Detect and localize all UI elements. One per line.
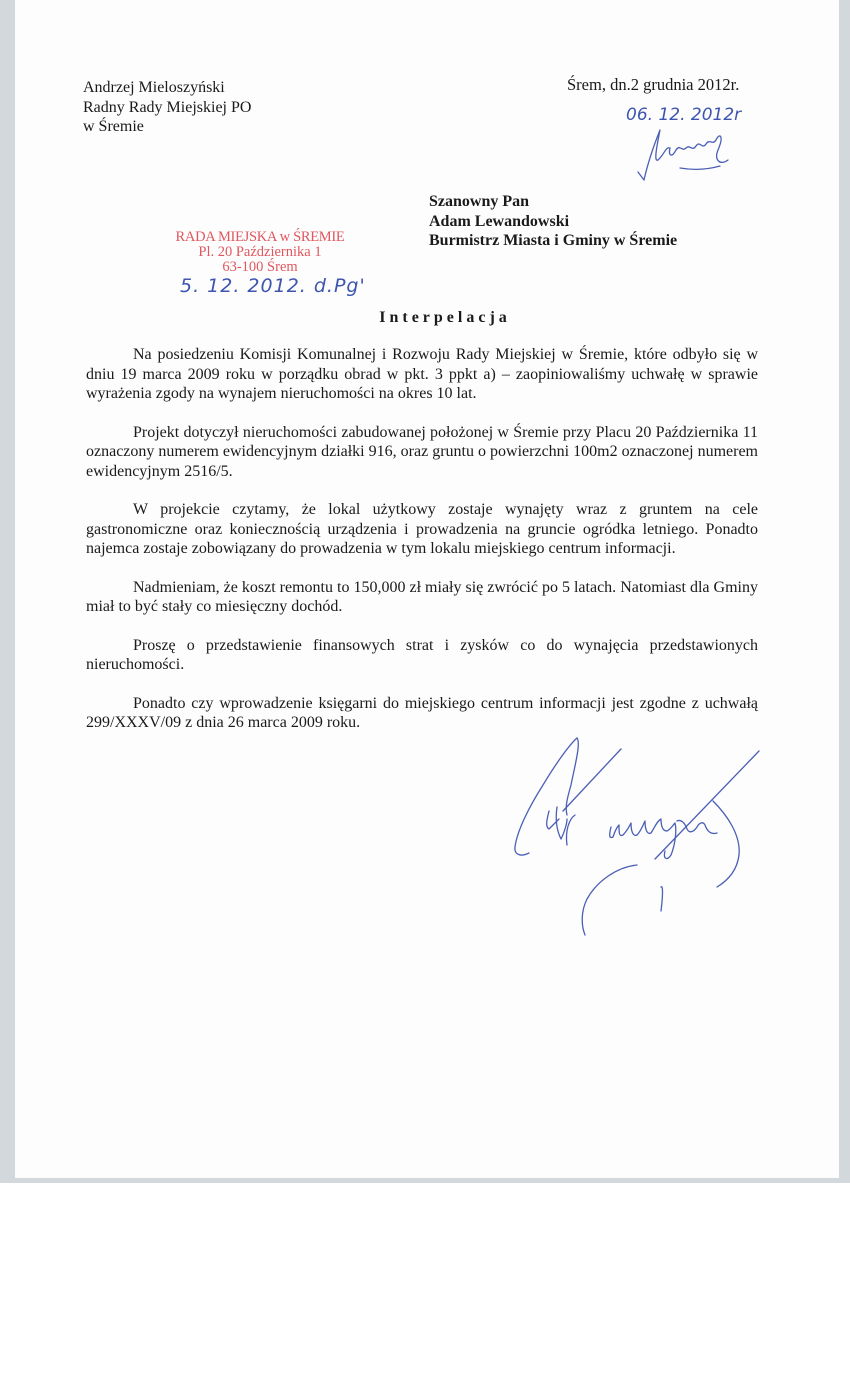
received-signature-icon xyxy=(638,130,728,180)
document-title: Interpelacja xyxy=(379,309,511,326)
author-signature-icon xyxy=(505,735,775,945)
stamp-line-3: 63-100 Śrem xyxy=(222,259,298,275)
paragraph: Proszę o przedstawienie finansowych strat i zysków co do wynajęcia przedstawionych nieruchomości. xyxy=(86,636,758,673)
stamp-line-2: Pl. 20 Października 1 xyxy=(198,244,322,260)
stamp-line-1: RADA MIEJSKA w ŚREMIE xyxy=(175,229,345,245)
document-body xyxy=(86,345,758,752)
sender-block xyxy=(83,78,251,137)
sender-role: Radny Rady Miejskiej PO xyxy=(83,98,252,116)
place-date: Śrem, dn.2 grudnia 2012r. xyxy=(567,75,740,94)
stamp-handwritten-note xyxy=(178,266,366,300)
sender-name: Andrzej Mieloszyński xyxy=(83,79,225,96)
recipient-block xyxy=(429,192,677,251)
recipient-salutation: Szanowny Pan xyxy=(429,193,530,210)
recipient-name: Adam Lewandowski xyxy=(429,212,570,230)
paragraph: Ponadto czy wprowadzenie księgarni do miejskiego centrum informacji jest zgodne z uchwałą 299/XXXV/09 z dnia 26 marca 2009 roku. xyxy=(86,694,758,731)
stamp-handwritten-text: 5. 12. 2012. d.Pg' xyxy=(180,275,366,297)
paragraph: W projekcie czytamy, że lokal użytkowy zostaje wynajęty wraz z gruntem na cele gastronomiczne oraz koniecznością urządzenia i prowadzenia na gruncie ogródka letniego. Ponadto najemca zostaje zobowiązany do prowadzenia w tym lokalu miejskiego centrum informacji. xyxy=(86,501,758,557)
recipient-title: Burmistrz Miasta i Gminy w Śremie xyxy=(429,232,678,249)
received-date: 06. 12. 2012r xyxy=(626,105,742,125)
paragraph: Na posiedzeniu Komisji Komunalnej i Rozwoju Rady Miejskiej w Śremie, które odbyło się w dniu 19 marca 2009 roku w porządku obrad w pkt. 3 ppkt a) – zaopiniowaliśmy uchwałę w sprawie wyrażenia zgody na wynajem nieruchomości na okres 10 lat. xyxy=(86,346,758,402)
paragraph: Nadmieniam, że koszt remontu to 150,000 zł miały się zwrócić po 5 latach. Natomiast dla Gminy miał to być stały co miesięczny dochód. xyxy=(86,578,758,615)
received-note xyxy=(620,100,760,190)
sender-location: w Śremie xyxy=(83,118,144,135)
paragraph: Projekt dotyczył nieruchomości zabudowanej położonej w Śremie przy Placu 20 Października 11 oznaczony numerem ewidencyjnym działki 916, oraz gruntu o powierzchni 100m2 oznaczonej numerem ewidencyjnym 2516/5. xyxy=(86,423,758,480)
